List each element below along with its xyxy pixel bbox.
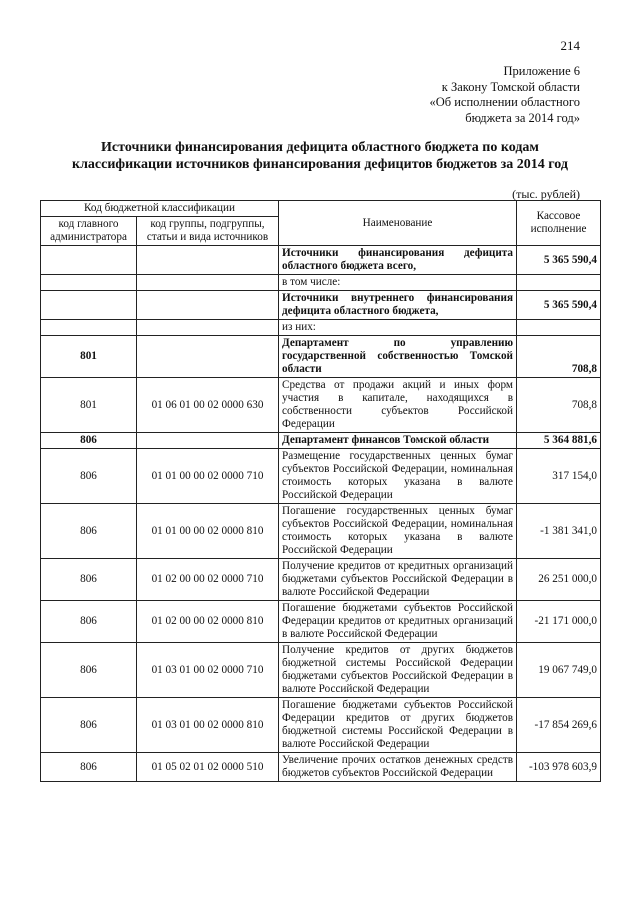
table-row xyxy=(41,643,601,698)
source-code-cell: 01 01 00 00 02 0000 810 xyxy=(137,504,279,559)
amount-cell: 26 251 000,0 xyxy=(517,559,601,601)
admin-code-cell: 806 xyxy=(41,698,137,753)
table-row xyxy=(41,378,601,433)
name-cell: Департамент финансов Томской области xyxy=(279,433,517,449)
amount-cell: -21 171 000,0 xyxy=(517,601,601,643)
source-code-cell xyxy=(137,433,279,449)
source-code-cell xyxy=(137,336,279,378)
source-code-cell: 01 01 00 00 02 0000 710 xyxy=(137,449,279,504)
source-code-cell: 01 06 01 00 02 0000 630 xyxy=(137,378,279,433)
name-cell: из них: xyxy=(279,320,517,336)
name-cell: Размещение государственных ценных бумаг субъектов Российской Федерации, номинальная стоимость которых указана в валюте Российской Федерации xyxy=(279,449,517,504)
table-row xyxy=(41,559,601,601)
header-name: Наименование xyxy=(279,201,517,246)
header-classification: Код бюджетной классификации xyxy=(41,201,279,217)
source-code-cell xyxy=(137,320,279,336)
table-row xyxy=(41,753,601,782)
amount-cell: 5 365 590,4 xyxy=(517,246,601,275)
source-code-cell: 01 03 01 00 02 0000 710 xyxy=(137,643,279,698)
source-code-cell: 01 03 01 00 02 0000 810 xyxy=(137,698,279,753)
name-cell: Источники внутреннего финансирования дефицита областного бюджета, xyxy=(279,291,517,320)
admin-code-cell xyxy=(41,246,137,275)
table-row xyxy=(41,291,601,320)
table-body xyxy=(41,246,601,782)
table-row xyxy=(41,246,601,275)
table-row xyxy=(41,601,601,643)
appendix-line: «Об исполнении областного xyxy=(429,95,580,109)
source-code-cell: 01 02 00 00 02 0000 810 xyxy=(137,601,279,643)
admin-code-cell xyxy=(41,320,137,336)
name-cell: Средства от продажи акций и иных форм участия в капитале, находящихся в собственности субъектов Российской Федерации xyxy=(279,378,517,433)
amount-cell: -103 978 603,9 xyxy=(517,753,601,782)
amount-cell xyxy=(517,320,601,336)
name-cell: Получение кредитов от кредитных организаций бюджетами субъектов Российской Федерации в валюте Российской Федерации xyxy=(279,559,517,601)
amount-cell: 19 067 749,0 xyxy=(517,643,601,698)
appendix-line: к Закону Томской области xyxy=(441,79,580,94)
name-cell: Источники финансирования дефицита областного бюджета всего, xyxy=(279,246,517,275)
amount-cell: 708,8 xyxy=(517,336,601,378)
table-row xyxy=(41,336,601,378)
name-cell: Департамент по управлению государственной собственностью Томской области xyxy=(279,336,517,378)
source-code-cell xyxy=(137,246,279,275)
name-cell: Увеличение прочих остатков денежных средств бюджетов субъектов Российской Федерации xyxy=(279,753,517,782)
appendix-reference xyxy=(340,64,580,126)
name-cell: в том числе: xyxy=(279,275,517,291)
admin-code-cell: 806 xyxy=(41,753,137,782)
amount-cell: 317 154,0 xyxy=(517,449,601,504)
table-row xyxy=(41,320,601,336)
name-cell: Получение кредитов от других бюджетов бюджетной системы Российской Федерации бюджетами субъектов Российской Федерации в валюте Российской Федерации xyxy=(279,643,517,698)
title-line: Источники финансирования дефицита областного бюджета по кодам xyxy=(101,140,539,155)
source-code-cell xyxy=(137,275,279,291)
budget-sources-table xyxy=(40,200,601,782)
amount-cell: 708,8 xyxy=(517,378,601,433)
admin-code-cell: 806 xyxy=(41,504,137,559)
title-line: классификации источников финансирования дефицитов бюджетов за 2014 год xyxy=(72,157,568,172)
admin-code-cell: 801 xyxy=(41,378,137,433)
admin-code-cell: 806 xyxy=(41,643,137,698)
admin-code-cell: 806 xyxy=(41,433,137,449)
amount-cell: -17 854 269,6 xyxy=(517,698,601,753)
amount-cell xyxy=(517,275,601,291)
admin-code-cell xyxy=(41,275,137,291)
appendix-line: Приложение 6 xyxy=(503,64,580,78)
units-label: (тыс. рублей) xyxy=(512,187,580,201)
table-row xyxy=(41,698,601,753)
source-code-cell xyxy=(137,291,279,320)
name-cell: Погашение бюджетами субъектов Российской Федерации кредитов от кредитных организаций в валюте Российской Федерации xyxy=(279,601,517,643)
table-row xyxy=(41,504,601,559)
header-group-code: код группы, подгруппы, статьи и вида источников xyxy=(137,217,279,246)
header-amount: Кассовое исполнение xyxy=(517,201,601,246)
amount-cell: -1 381 341,0 xyxy=(517,504,601,559)
admin-code-cell: 801 xyxy=(41,336,137,378)
source-code-cell: 01 05 02 01 02 0000 510 xyxy=(137,753,279,782)
name-cell: Погашение бюджетами субъектов Российской Федерации кредитов от других бюджетов бюджетной системы Российской Федерации в валюте Российской Федерации xyxy=(279,698,517,753)
name-cell: Погашение государственных ценных бумаг субъектов Российской Федерации, номинальная стоимость которых указана в валюте Российской Федерации xyxy=(279,504,517,559)
amount-cell: 5 364 881,6 xyxy=(517,433,601,449)
table-row xyxy=(41,275,601,291)
appendix-line: бюджета за 2014 год» xyxy=(465,110,580,125)
admin-code-cell: 806 xyxy=(41,559,137,601)
table-row xyxy=(41,449,601,504)
amount-cell: 5 365 590,4 xyxy=(517,291,601,320)
table-row xyxy=(41,433,601,449)
admin-code-cell: 806 xyxy=(41,449,137,504)
source-code-cell: 01 02 00 00 02 0000 710 xyxy=(137,559,279,601)
header-admin-code: код главного администратора xyxy=(41,217,137,246)
admin-code-cell: 806 xyxy=(41,601,137,643)
admin-code-cell xyxy=(41,291,137,320)
document-title xyxy=(40,139,600,173)
page-number: 214 xyxy=(560,38,580,53)
